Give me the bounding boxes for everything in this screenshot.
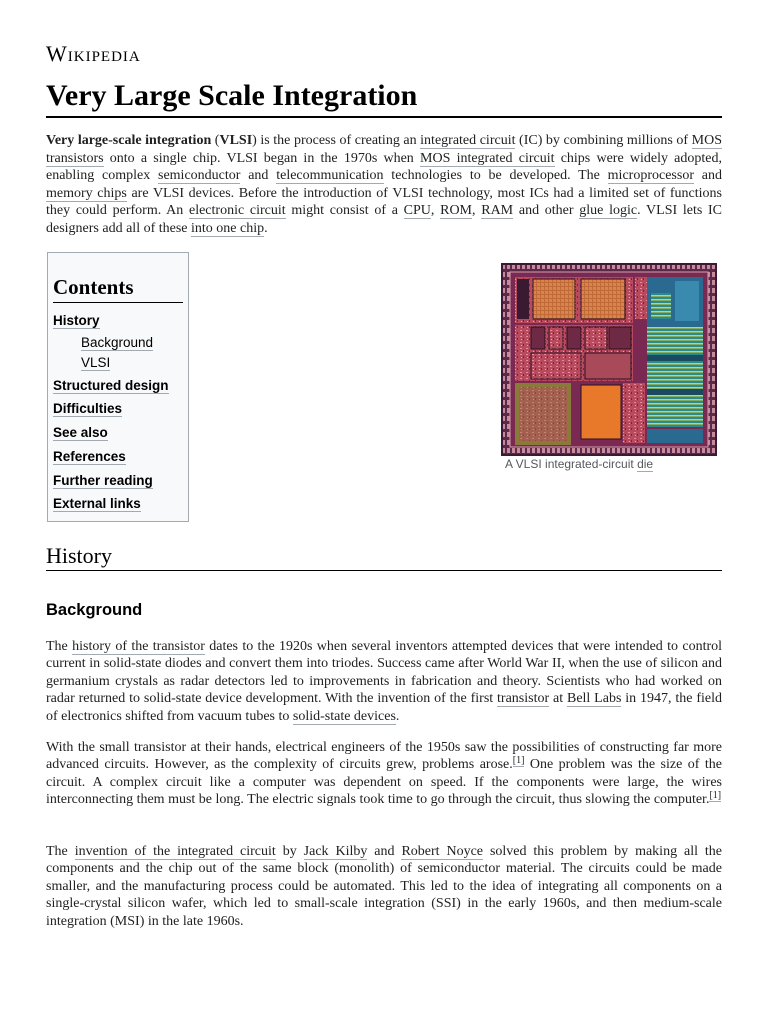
text: , [472,203,482,218]
link-cpu[interactable]: CPU [403,203,431,218]
text: (IC) by combining millions of [515,133,692,148]
text: at [549,691,567,707]
toc-label: VLSI [81,355,111,371]
toc-label: External links [53,496,141,512]
toc-list [53,309,183,516]
text: chips were widely adopted, enabling complex [46,150,722,183]
text: might consist of a [285,203,404,218]
paragraph-2 [46,739,722,809]
text: . VLSI lets IC designers add all of these [46,203,723,236]
intro-paragraph [46,132,722,237]
text: . [264,220,268,236]
link-mos-integrated-circuit[interactable]: MOS integrated circuit [420,150,555,166]
link-semiconductor[interactable]: semiconductor [158,168,241,183]
text: ( [211,133,220,148]
toc-item-external-links[interactable] [53,492,183,516]
link-bell-labs[interactable]: Bell Labs [566,691,622,707]
toc-label: See also [53,425,108,441]
toc-title: Contents [53,275,183,303]
bold-term: Very large-scale integration [46,133,212,148]
caption-text: A VLSI integrated-circuit [505,457,638,471]
text: technologies to be developed. The [383,168,608,183]
text: The [46,639,73,654]
toc-label: References [53,448,126,464]
link-die[interactable]: die [637,457,654,471]
link-history-of-the-transistor[interactable]: history of the transistor [72,639,205,654]
page-title: Very Large Scale Integration [46,76,722,118]
link-microprocessor[interactable]: microprocessor [607,168,694,183]
link-glue-logic[interactable]: glue logic [579,203,638,218]
link-invention-of-the-integrated-circuit[interactable]: invention of the integrated circuit [74,844,276,859]
text: The [46,844,75,859]
link-telecommunication[interactable]: telecommunication [276,168,384,183]
table-of-contents [47,252,189,522]
text: by [275,844,304,859]
figure-vlsi-die [501,263,717,471]
text: and other [513,203,580,218]
toc-label: Difficulties [53,401,123,417]
toc-item-references[interactable] [53,445,183,469]
link-into-one-chip[interactable]: into one chip [191,220,265,236]
text: . [395,708,400,724]
toc-item-history[interactable] [53,309,183,333]
text: , [430,203,441,218]
paragraph-3 [46,843,722,930]
link-memory-chips[interactable]: memory chips [46,185,127,201]
text: and [693,168,722,183]
link-ram[interactable]: RAM [481,203,514,218]
link-rom[interactable]: ROM [440,203,473,218]
toc-item-further-reading[interactable] [53,469,183,493]
subsection-heading-background: Background [46,601,143,619]
text: onto a single chip. VLSI began in the 1970s when [103,150,421,166]
text: in 1947, the field of electronics shifted from vacuum tubes to [46,691,723,724]
text: solved this problem by making all the components and the chip out of the same block (monolith) of semiconductor material. The circuits could be made smaller, and the manufacturing process could be automated. This led to the idea of integrating all components on a single-crystal silicon wafer, which led to small-scale integration (SSI) in the early 1960s, and then medium-scale integration (MSI) in the late 1960s. [46,844,723,929]
vlsi-die-image[interactable] [501,263,717,456]
link-electronic-circuit[interactable]: electronic circuit [188,203,286,218]
toc-item-background[interactable] [53,333,183,354]
toc-item-difficulties[interactable] [53,397,183,421]
text: With the small transistor at their hands, electrical engineers of the 1950s saw the possibilities of constructing far more advanced circuits. However, as the complexity of circuits grew, problems arose. [46,740,722,773]
link-integrated-circuit[interactable]: integrated circuit [420,133,516,148]
toc-item-vlsi[interactable] [53,353,183,374]
bold-term-vlsi: VLSI [219,133,253,148]
link-transistor[interactable]: transistor [497,691,550,707]
toc-item-structured-design[interactable] [53,374,183,398]
toc-label: Further reading [53,472,153,488]
link-mos-transistors[interactable]: MOS transistors [46,133,722,166]
figure-caption [501,457,717,471]
citation-1[interactable]: [1] [512,754,525,766]
text: and [240,168,277,183]
toc-item-see-also[interactable] [53,421,183,445]
link-robert-noyce[interactable]: Robert Noyce [401,844,484,859]
text: One problem was the size of the circuit. A complex circuit like a computer was dependent on speed. If the components were large, the wires interconnecting them must be long. The electric signals took time to go through the circuit, thus slowing the computer. [46,757,722,808]
toc-label: Background [81,334,154,350]
text: dates to the 1920s when several inventors attempted devices that were intended to control current in solid-state diodes and convert them into triodes. Success came after World War II, when the use of silicon and germanium crystals as radar detectors led to improvements in fabrication and theory. Scientists who had worked on radar returned to solid-state device development. With the invention of the first [46,639,723,707]
text: and [367,844,402,859]
citation-1b[interactable]: [1] [709,789,722,801]
link-jack-kilby[interactable]: Jack Kilby [303,844,368,859]
toc-label: Structured design [53,377,169,393]
text: ) is the process of creating an [252,133,421,148]
paragraph-1 [46,638,722,725]
toc-label: History [53,313,100,328]
wikipedia-wordmark[interactable]: Wikipedia [46,41,141,66]
text: are VLSI devices. Before the introduction of VLSI technology, most ICs had a limited set of functions they could perform. An [46,185,722,218]
section-heading-history: History [46,542,722,571]
link-solid-state-devices[interactable]: solid-state devices [292,708,396,724]
